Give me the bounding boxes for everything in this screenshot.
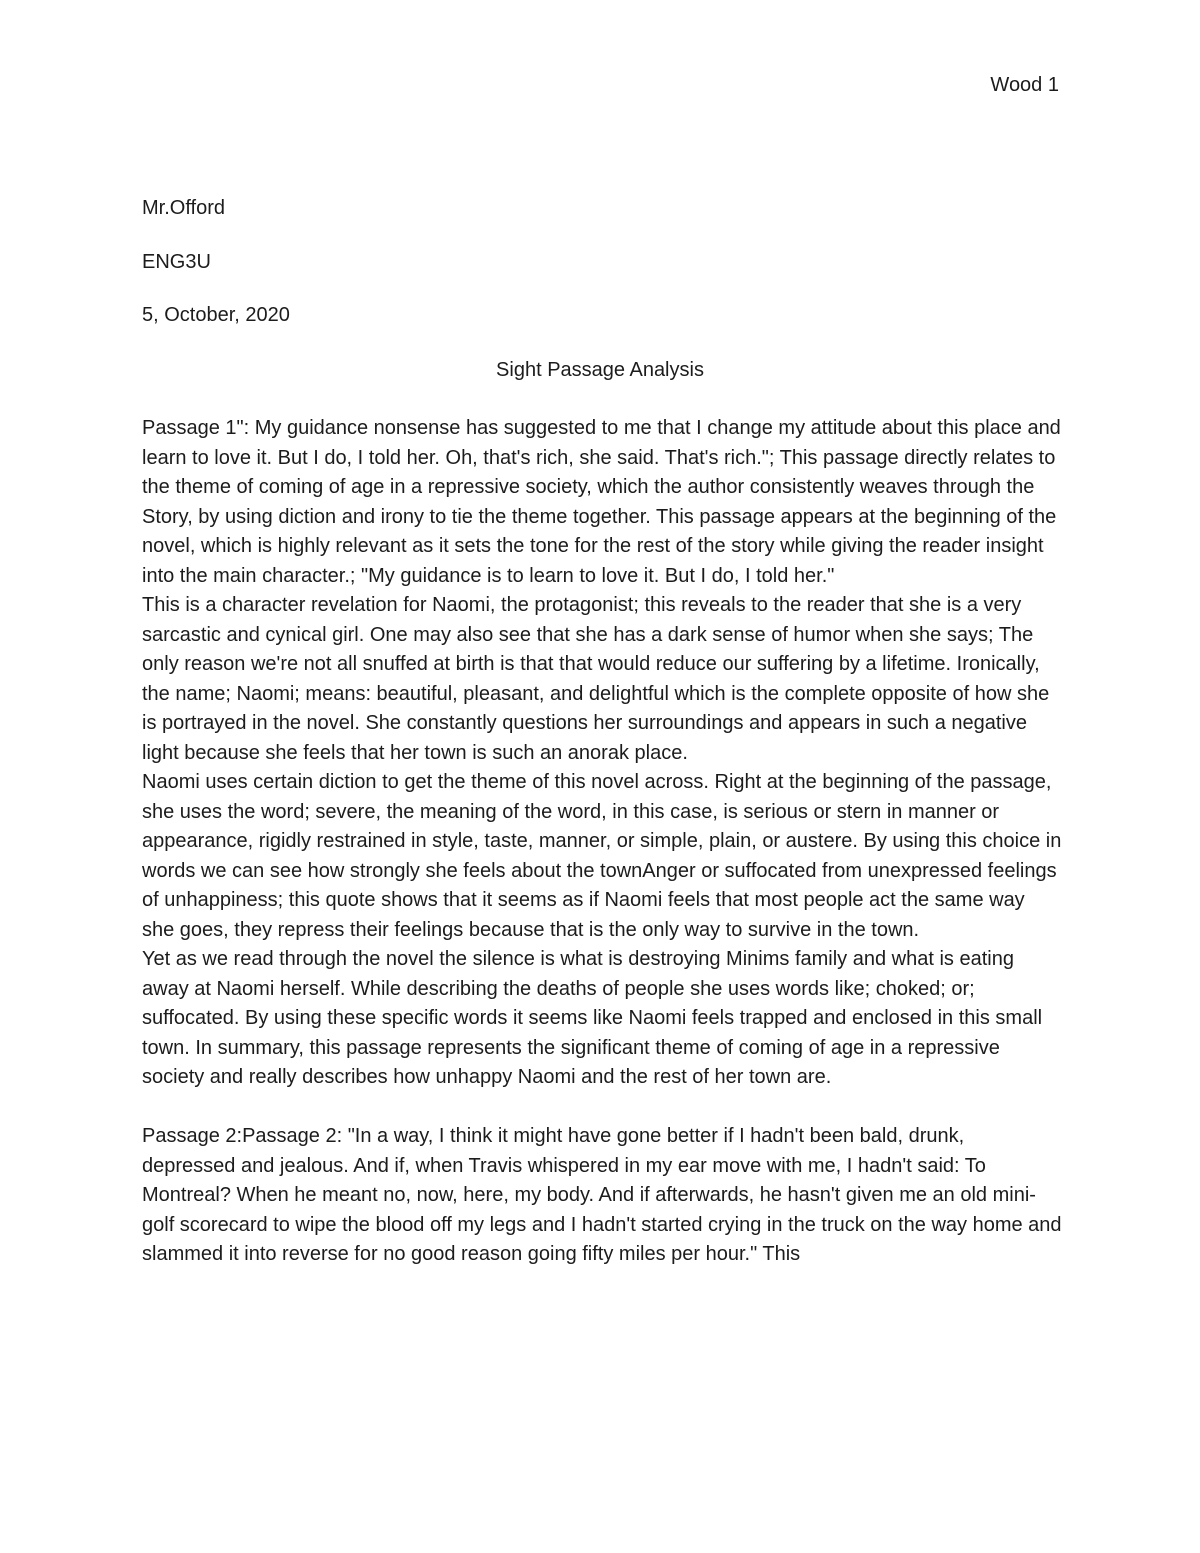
paragraph-gap xyxy=(142,1093,1062,1123)
paragraph: Yet as we read through the novel the silence is what is destroying Minims family and what is eating away at Naomi herself. While describing the deaths of people she uses words like; choked; or; suffocated. By using these specific words it seems like Naomi feels trapped and enclosed in this small town. In summary, this passage represents the significant theme of coming of age in a repressive society and really describes how unhappy Naomi and the rest of her town are. xyxy=(142,948,1043,1088)
page-header: Wood 1 xyxy=(990,74,1059,96)
course-code: ENG3U xyxy=(142,251,211,273)
teacher-name: Mr.Offord xyxy=(142,197,225,219)
essay-date: 5, October, 2020 xyxy=(142,304,290,326)
paragraph: Passage 2:Passage 2: "In a way, I think it might have gone better if I hadn't been bald, drunk, depressed and jealous. And if, when Travis whispered in my ear move with me, I hadn't said: To Montreal? When he meant no, now, here, my body. And if afterwards, he hasn't given me an old mini-golf scorecard to wipe the blood off my legs and I hadn't started crying in the truck on the way home and slammed it into reverse for no good reason going fifty miles per hour." This xyxy=(142,1125,1062,1265)
paragraph: Naomi uses certain diction to get the theme of this novel across. Right at the beginning of the passage, she uses the word; severe, the meaning of the word, in this case, is serious or stern in manner or appearance, rigidly restrained in style, taste, manner, or simple, plain, or austere. By using this choice in words we can see how strongly she feels about the townAnger or suffocated from unexpressed feelings of unhappiness; this quote shows that it seems as if Naomi feels that most people act the same way she goes, they repress their feelings because that is the only way to survive in the town. xyxy=(142,771,1062,941)
paragraph: Passage 1": My guidance nonsense has suggested to me that I change my attitude about this place and learn to love it. But I do, I told her. Oh, that's rich, she said. That's rich."; This passage directly relates to the theme of coming of age in a repressive society, which the author consistently weaves through the Story, by using diction and irony to tie the theme together. This passage appears at the beginning of the novel, which is highly relevant as it sets the tone for the rest of the story while giving the reader insight into the main character.; "My guidance is to learn to love it. But I do, I told her." xyxy=(142,417,1061,587)
essay-body xyxy=(142,414,1062,1270)
essay-title: Sight Passage Analysis xyxy=(496,359,704,381)
paragraph: This is a character revelation for Naomi, the protagonist; this reveals to the reader that she is a very sarcastic and cynical girl. One may also see that she has a dark sense of humor when she says; The only reason we're not all snuffed at birth is that that would reduce our suffering by a lifetime. Ironically, the name; Naomi; means: beautiful, pleasant, and delightful which is the complete opposite of how she is portrayed in the novel. She constantly questions her surroundings and appears in such a negative light because she feels that her town is such an anorak place. xyxy=(142,594,1050,764)
